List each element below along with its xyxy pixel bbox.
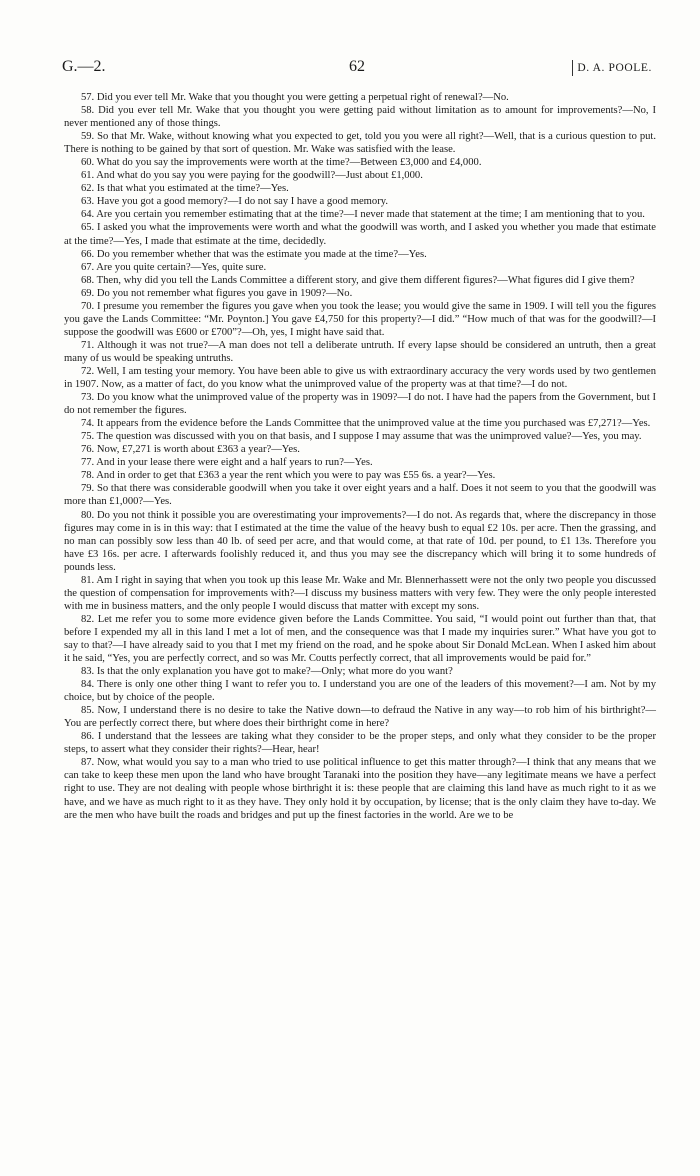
question-68: 68. Then, why did you tell the Lands Committee a different story, and give them different figures?—What figures did I give them? xyxy=(80,274,635,286)
question-65: 65. I asked you what the improvements were worth and what the goodwill was worth, and I asked you whether you made that estimate at the time?—Yes, I made that estimate at the time, decidedly. xyxy=(64,222,656,247)
question-64: 64. Are you certain you remember estimating that at the time?—I never made that statement at the time; I am mentioning that to you. xyxy=(80,209,645,221)
question-75: 75. The question was discussed with you on that basis, and I suppose I may assume that was the unimproved value?—Yes, you may. xyxy=(80,431,642,443)
page-number: 62 xyxy=(349,58,365,75)
question-87: 87. Now, what would you say to a man who tried to use political influence to get this matter through?—I think that any means that we can take to keep these men upon the land who have brought Taranaki into the position they have—any legitimate means we have a perfect right to use. They are not dealing with people whose birthright it is: these people that are claiming this land have as much right to it as we have, and we have as much right to it as they have. They only hold it by occupation, by license; that is the only claim they have to-day. We are the men who have built the roads and bridges and put up the finest factories in the world. Are we to be xyxy=(64,757,656,821)
question-83: 83. Is that the only explanation you have got to make?—Only; what more do you want? xyxy=(80,666,453,678)
question-70: 70. I presume you remember the figures you gave when you took the lease; you would give the same in 1909. I will tell you the figures you gave the Lands Committee: “Mr. Poynton.] You gave £4,750 for this property?—I did.” “How much of that was for the goodwill?—I suppose the goodwill was £600 or £700”?—Oh, yes, I might have said that. xyxy=(64,300,656,338)
question-67: 67. Are you quite certain?—Yes, quite sure. xyxy=(80,261,267,273)
question-69: 69. Do you not remember what figures you gave in 1909?—No. xyxy=(80,287,353,299)
question-81: 81. Am I right in saying that when you took up this lease Mr. Wake and Mr. Blennerhassett were not the only two people you discussed the question of compensation for improvements with?—I discuss my business matters with very few. They were the only people interested with me in business matters, and the only people I would discuss that matter with except my sons. xyxy=(64,574,656,612)
question-72: 72. Well, I am testing your memory. You have been able to give us with extraordinary accuracy the very words used by two gentlemen in 1907. Now, as a matter of fact, do you know what the unimproved value of the property was at that time?—I do not. xyxy=(64,365,656,391)
question-63: 63. Have you got a good memory?—I do not say I have a good memory. xyxy=(80,196,389,208)
question-77: 77. And in your lease there were eight and a half years to run?—Yes. xyxy=(80,457,373,469)
question-79: 79. So that there was considerable goodwill when you take it over eight years and a half. Does it not seem to you that the goodwill was more than £1,000?—Yes. xyxy=(64,483,656,508)
question-74: 74. It appears from the evidence before the Lands Committee that the unimproved value at the time you purchased was £7,271?—Yes. xyxy=(80,418,651,430)
question-58: 58. Did you ever tell Mr. Wake that you thought you were getting paid without limitation as to amount for improvements?—No, I never mentioned any of those things. xyxy=(64,105,656,130)
page-header xyxy=(62,58,652,78)
question-71: 71. Although it was not true?—A man does not tell a deliberate untruth. If every lapse should be considered an untruth, then a great many of us would be speaking untruths. xyxy=(64,339,656,364)
question-86: 86. I understand that the lessees are taking what they consider to be the proper steps, and only what they consider to be the proper steps, to assert what they consider their rights?—Hear, hear! xyxy=(64,731,656,756)
question-76: 76. Now, £7,271 is worth about £363 a year?—Yes. xyxy=(80,444,300,456)
question-78: 78. And in order to get that £363 a year the rent which you were to pay was £55 6s. a year?—Yes. xyxy=(80,470,496,482)
question-66: 66. Do you remember whether that was the estimate you made at the time?—Yes. xyxy=(80,248,427,260)
question-59: 59. So that Mr. Wake, without knowing what you expected to get, told you you were all right?—Well, that is a curious question to put. There is nothing to be gained by that sort of question. Mr. Wake was satisfied with the lease. xyxy=(64,131,656,156)
witness-name: D. A. POOLE. xyxy=(572,60,652,76)
question-84: 84. There is only one other thing I want to refer you to. I understand you are one of the leaders of this movement?—I am. Not by my choice, but by choice of the people. xyxy=(64,679,656,704)
question-61: 61. And what do you say you were paying for the goodwill?—Just about £1,000. xyxy=(80,170,423,182)
question-62: 62. Is that what you estimated at the time?—Yes. xyxy=(80,183,289,195)
question-80: 80. Do you not think it possible you are overestimating your improvements?—I do not. As regards that, where the discrepancy in those figures may come in is in this way: that I estimated at the time the value of the heavy bush to equal £2 10s. per acre. Then the grassing, and no man can possibly sow less than 40 lb. of seed per acre, and that would come, at that rate of 10d. per pound, to £1 13s. Therefore you have £3 16s. per acre. I afterwards foolishly reduced it, and thus you may see the discrepancy which will bring it to some hundreds of pounds less. xyxy=(64,509,656,573)
question-85: 85. Now, I understand there is no desire to take the Native down—to defraud the Native in any way—to rob him of his birthright?—You are perfectly correct there, but where does their birthright come in here? xyxy=(64,705,656,730)
document-reference: G.—2. xyxy=(62,58,106,75)
question-60: 60. What do you say the improvements were worth at the time?—Between £3,000 and £4,000. xyxy=(80,157,482,169)
document-body xyxy=(64,91,656,822)
question-57: 57. Did you ever tell Mr. Wake that you thought you were getting a perpetual right of renewal?—No. xyxy=(80,92,509,103)
question-82: 82. Let me refer you to some more evidence given before the Lands Committee. You said, “I would point out further than that, that before I expended my all in this land I met a lot of men, and the consequence was that I made my inquiries surer.” What have you got to say to that?—I have already said to you that I met my friend on the road, and he spoke about Sir Donald McLean. When I asked him about it he said, “Yes, you are perfectly correct, and so was Mr. Coutts perfectly correct, that all improvements would be paid for.” xyxy=(64,613,656,665)
question-73: 73. Do you know what the unimproved value of the property was in 1909?—I do not. I have had the papers from the Government, but I do not remember the figures. xyxy=(64,392,656,417)
